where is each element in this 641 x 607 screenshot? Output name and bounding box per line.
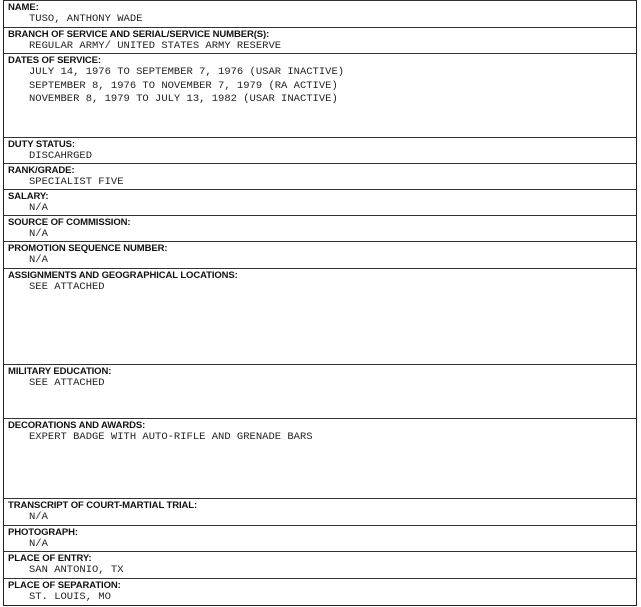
field-value: N/A (29, 538, 48, 550)
field-decorations-awards (4, 418, 636, 498)
field-place-of-separation (4, 578, 636, 606)
field-photograph (4, 525, 636, 551)
service-record-form (3, 0, 637, 606)
field-label: SALARY: (8, 191, 49, 202)
field-assignments (4, 268, 636, 364)
field-label: PROMOTION SEQUENCE NUMBER: (8, 243, 168, 254)
field-dates-of-service (4, 53, 636, 137)
field-value: SEE ATTACHED (29, 377, 105, 389)
field-value: TUSO, ANTHONY WADE (29, 13, 143, 25)
field-label: PLACE OF SEPARATION: (8, 580, 121, 591)
field-value: N/A (29, 511, 48, 523)
field-label: RANK/GRADE: (8, 165, 75, 176)
field-value: ST. LOUIS, MO (29, 591, 111, 603)
field-value: REGULAR ARMY/ UNITED STATES ARMY RESERVE (29, 40, 282, 52)
field-name (4, 0, 636, 27)
field-value: N/A (29, 228, 48, 240)
field-source-of-commission (4, 215, 636, 241)
field-label: DATES OF SERVICE: (8, 55, 101, 66)
field-label: DUTY STATUS: (8, 139, 75, 150)
field-value: N/A (29, 254, 48, 266)
dates-line: SEPTEMBER 8, 1976 TO NOVEMBER 7, 1979 (RA ACTIVE) (29, 79, 338, 92)
field-value: SEE ATTACHED (29, 281, 105, 293)
field-value: SAN ANTONIO, TX (29, 564, 124, 576)
field-label: TRANSCRIPT OF COURT-MARTIAL TRIAL: (8, 500, 198, 511)
field-value: N/A (29, 202, 48, 214)
field-value: DISCAHRGED (29, 150, 93, 162)
field-label: PLACE OF ENTRY: (8, 553, 92, 564)
field-label: DECORATIONS AND AWARDS: (8, 420, 146, 431)
field-label: BRANCH OF SERVICE AND SERIAL/SERVICE NUMBER(S): (8, 29, 270, 40)
dates-list (29, 66, 344, 107)
field-label: SOURCE OF COMMISSION: (8, 217, 131, 228)
field-label: MILITARY EDUCATION: (8, 366, 112, 377)
field-value: EXPERT BADGE WITH AUTO-RIFLE AND GRENADE BARS (29, 431, 313, 443)
field-salary (4, 189, 636, 215)
field-duty-status (4, 137, 636, 163)
field-place-of-entry (4, 551, 636, 578)
field-label: PHOTOGRAPH: (8, 527, 78, 538)
dates-line: JULY 14, 1976 TO SEPTEMBER 7, 1976 (USAR INACTIVE) (29, 66, 345, 78)
field-value: SPECIALIST FIVE (29, 176, 124, 188)
field-label: NAME: (8, 2, 39, 13)
field-court-martial-transcript (4, 498, 636, 525)
field-branch (4, 27, 636, 53)
field-label: ASSIGNMENTS AND GEOGRAPHICAL LOCATIONS: (8, 270, 238, 281)
field-military-education (4, 364, 636, 418)
dates-line: NOVEMBER 8, 1979 TO JULY 13, 1982 (USAR INACTIVE) (29, 93, 338, 105)
field-rank-grade (4, 163, 636, 189)
field-promotion-sequence (4, 241, 636, 268)
